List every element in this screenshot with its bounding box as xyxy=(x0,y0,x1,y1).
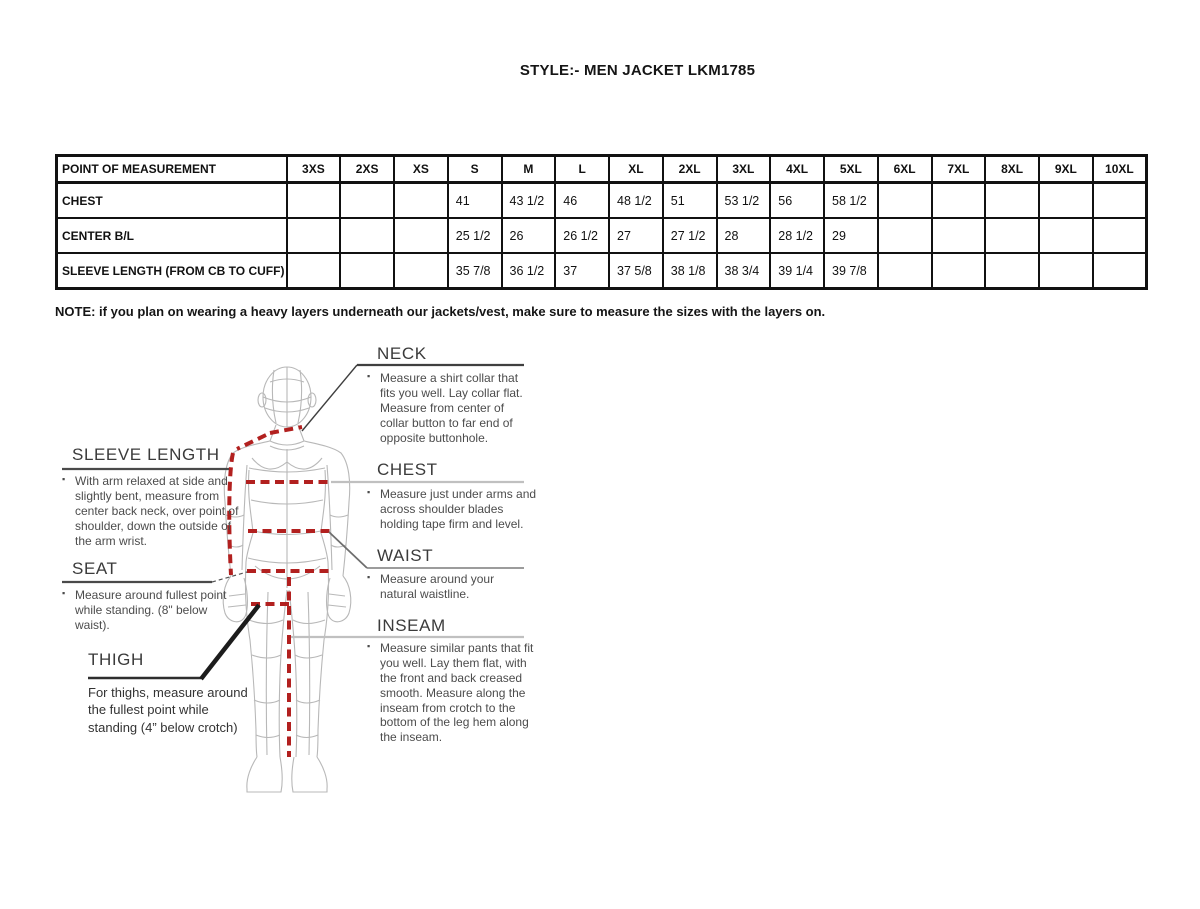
row-label: CENTER B/L xyxy=(57,218,287,253)
column-header-size: 8XL xyxy=(985,156,1039,183)
measurement-cell: 37 xyxy=(555,253,609,289)
inseam-label: INSEAM xyxy=(377,616,446,635)
measurement-cell: 43 1/2 xyxy=(502,183,556,219)
column-header-size: 3XS xyxy=(287,156,341,183)
column-header-size: XL xyxy=(609,156,663,183)
measurement-cell: 46 xyxy=(555,183,609,219)
column-header-size: 5XL xyxy=(824,156,878,183)
sleeve-length-description: ▪ With arm relaxed at side and slightly bent, measure from center back neck, over point of shoulder, down the outside of the arm wrist. xyxy=(62,474,241,548)
sleeve-shoulder-measure-line xyxy=(237,435,266,449)
chest-description: ▪ Measure just under arms and across shoulder blades holding tape firm and level. xyxy=(367,487,540,532)
column-header-size: M xyxy=(502,156,556,183)
column-header-size: 10XL xyxy=(1093,156,1147,183)
measurement-cell: 28 xyxy=(717,218,771,253)
column-header-size: L xyxy=(555,156,609,183)
measurement-cell: 38 3/4 xyxy=(717,253,771,289)
neck-connector xyxy=(302,365,357,431)
measurement-cell: 35 7/8 xyxy=(448,253,502,289)
measurement-cell: 56 xyxy=(770,183,824,219)
column-header-size: 2XL xyxy=(663,156,717,183)
measurement-cell: 37 5/8 xyxy=(609,253,663,289)
measurement-cell: 41 xyxy=(448,183,502,219)
note-text: NOTE: if you plan on wearing a heavy layers underneath our jackets/vest, make sure to measure the sizes with the layers on. xyxy=(55,304,826,319)
measurement-cell: 58 1/2 xyxy=(824,183,878,219)
document-title: STYLE:- MEN JACKET LKM1785 xyxy=(519,62,756,79)
measurement-cell: 28 1/2 xyxy=(770,218,824,253)
column-header-size: 3XL xyxy=(717,156,771,183)
inseam-description: ▪ Measure similar pants that fit you well. Lay them flat, with the front and back creased smooth. Measure along the inseam from crotch to the bottom of the leg hem along the inseam. xyxy=(367,641,540,745)
measurement-cell: 39 1/4 xyxy=(770,253,824,289)
column-header-size: 2XS xyxy=(340,156,394,183)
measurement-cell: 27 1/2 xyxy=(663,218,717,253)
measurement-cell: 51 xyxy=(663,183,717,219)
measurement-cell: 26 xyxy=(502,218,556,253)
column-header-size: 6XL xyxy=(878,156,932,183)
sleeve-length-label: SLEEVE LENGTH xyxy=(72,445,220,464)
measurement-cell: 26 1/2 xyxy=(555,218,609,253)
waist-connector xyxy=(329,532,367,568)
neck-description: ▪ Measure a shirt collar that fits you well. Lay collar flat. Measure from center of collar button to far end of opposite buttonhole. xyxy=(367,371,536,445)
column-header-size: 4XL xyxy=(770,156,824,183)
column-header-size: 9XL xyxy=(1039,156,1093,183)
thigh-label: THIGH xyxy=(88,650,144,669)
column-header-size: S xyxy=(448,156,502,183)
column-header-size: XS xyxy=(394,156,448,183)
measurement-cell: 25 1/2 xyxy=(448,218,502,253)
waist-description: ▪ Measure around your natural waistline. xyxy=(367,572,530,602)
measurement-cell: 36 1/2 xyxy=(502,253,556,289)
row-label: SLEEVE LENGTH (FROM CB TO CUFF) xyxy=(57,253,287,289)
seat-label: SEAT xyxy=(72,559,118,578)
measurement-cell: 27 xyxy=(609,218,663,253)
seat-description: ▪ Measure around fullest point while standing. (8" below waist). xyxy=(62,588,233,633)
measurement-cell: 39 7/8 xyxy=(824,253,878,289)
measurement-cell: 29 xyxy=(824,218,878,253)
measurement-cell: 53 1/2 xyxy=(717,183,771,219)
measurement-cell: 48 1/2 xyxy=(609,183,663,219)
chest-label: CHEST xyxy=(377,460,438,479)
column-header-point-of-measurement: POINT OF MEASUREMENT xyxy=(57,156,287,183)
row-label: CHEST xyxy=(57,183,287,219)
waist-label: WAIST xyxy=(377,546,434,565)
thigh-description: For thighs, measure around the fullest point while standing (4” below crotch) xyxy=(88,685,248,735)
measurement-cell: 38 1/8 xyxy=(663,253,717,289)
column-header-size: 7XL xyxy=(932,156,986,183)
neck-label: NECK xyxy=(377,344,427,363)
